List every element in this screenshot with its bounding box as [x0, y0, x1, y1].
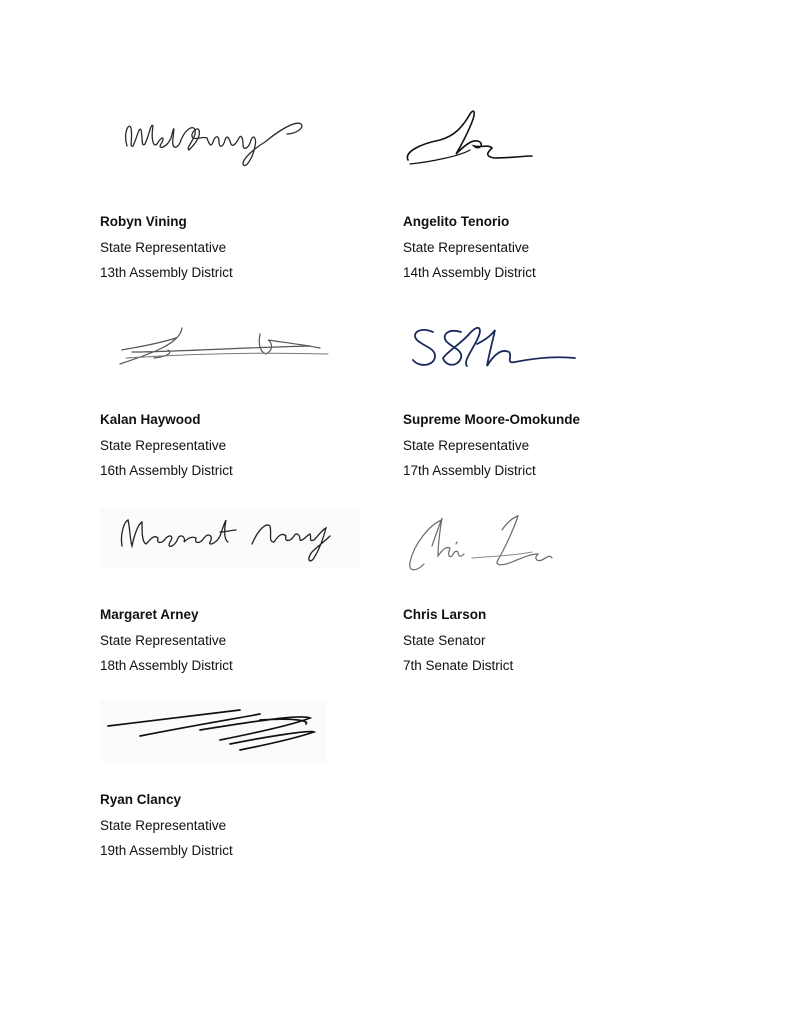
signatory-name: Kalan Haywood [100, 412, 201, 427]
signatory-district: 13th Assembly District [100, 265, 233, 280]
signatory-title: State Representative [100, 438, 227, 453]
signatory-district: 16th Assembly District [100, 463, 233, 478]
signatory-name: Margaret Arney [100, 607, 199, 622]
signature-robyn-vining [115, 108, 315, 178]
signature-ryan-clancy [100, 700, 328, 762]
signatory-block-supreme-moore-omokunde [403, 412, 703, 482]
signatory-name: Angelito Tenorio [403, 214, 510, 229]
signatory-district: 7th Senate District [403, 658, 514, 673]
signatory-block-margaret-arney [100, 607, 400, 677]
signature-margaret-arney [100, 506, 362, 568]
signatory-block-ryan-clancy [100, 792, 400, 862]
signatory-title: State Representative [403, 438, 530, 453]
signatory-name: Chris Larson [403, 607, 487, 622]
signature-angelito-tenorio [400, 100, 540, 170]
signatory-block-chris-larson [403, 607, 703, 677]
signatory-district: 14th Assembly District [403, 265, 536, 280]
signatory-name: Ryan Clancy [100, 792, 182, 807]
signatory-district: 18th Assembly District [100, 658, 233, 673]
signatory-title: State Representative [100, 240, 227, 255]
signature-supreme-moore-omokunde [405, 318, 585, 378]
signatory-block-angelito-tenorio [403, 214, 703, 284]
signatory-district: 19th Assembly District [100, 843, 233, 858]
signatory-block-robyn-vining [100, 214, 400, 284]
signatory-name: Supreme Moore-Omokunde [403, 412, 581, 427]
signatory-title: State Representative [100, 818, 227, 833]
signatory-title: State Senator [403, 633, 486, 648]
signatory-block-kalan-haywood [100, 412, 400, 482]
signatory-district: 17th Assembly District [403, 463, 536, 478]
signature-chris-larson [402, 506, 562, 578]
signatory-title: State Representative [100, 633, 227, 648]
signature-kalan-haywood [110, 318, 340, 374]
signatory-name: Robyn Vining [100, 214, 187, 229]
signatory-title: State Representative [403, 240, 530, 255]
